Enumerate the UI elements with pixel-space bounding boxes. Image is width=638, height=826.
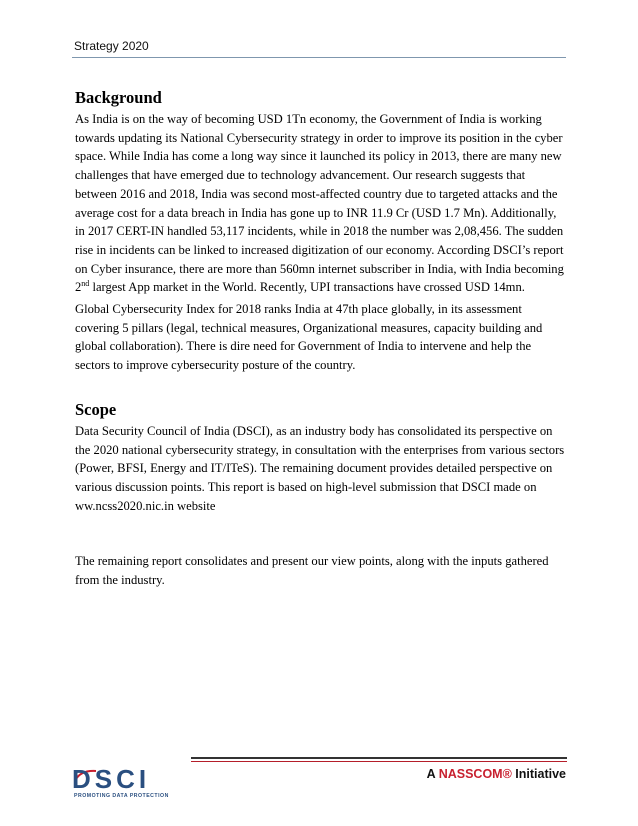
background-paragraph-2: Global Cybersecurity Index for 2018 ranks India at 47th place globally, in its assessment covering 5 pillars (legal, technical measures, Organizational measures, capacity building and global collaboration). There is dire need for Government of India to intervene and help the sectors to improve cybersecurity posture of the country. (75, 302, 543, 373)
logo-tagline: PROMOTING DATA PROTECTION (74, 793, 169, 799)
page-body (75, 88, 565, 590)
ordinal-superscript: nd (81, 279, 90, 289)
header-rule (72, 57, 566, 58)
closing-paragraph: The remaining report consolidates and present our view points, along with the inputs gathered from the industry. (75, 554, 549, 588)
logo-wordmark: DSCI (72, 764, 151, 794)
initiative-prefix: A (426, 767, 439, 781)
background-paragraph-1 (75, 110, 565, 297)
footer-rule-red (191, 761, 567, 762)
background-heading: Background (75, 88, 162, 107)
footer-rule-dark (191, 757, 567, 759)
scope-heading: Scope (75, 399, 117, 419)
initiative-suffix: Initiative (511, 767, 566, 781)
running-header: Strategy 2020 (74, 39, 149, 53)
background-p1-text: As India is on the way of becoming USD 1Tn economy, the Government of India is working towards updating its National Cybersecurity strategy in order to improve its position in the cyber space. While India has come a long way since it launched its policy in 2013, there are many new challenges that have emerged due to technology advancement. Our research suggests that between 2016 and 2018, India was second most-affected country due to targeted attacks and the average cost for a data breach in India has gone up to INR 11.9 Cr (USD 1.7 Mn). Additionally, in 2017 CERT-IN handled 53,117 incidents, while in 2018 the number was 2,08,456. The sudden rise in incidents can be linked to increased digitization of our economy. According DSCI’s report on Cyber insurance, there are more than 560mn internet subscriber in India, with India becoming 2 (75, 112, 564, 295)
nasscom-brand: NASSCOM® (438, 767, 512, 781)
background-p1-tail: largest App market in the World. Recently, UPI transactions have crossed USD 14mn. (89, 280, 525, 295)
nasscom-initiative-label (427, 767, 566, 781)
scope-paragraph: Data Security Council of India (DSCI), as an industry body has consolidated its perspective on the 2020 national cybersecurity strategy, in consultation with the enterprises from various sectors (Power, BFSI, Energy and IT/ITeS). The remaining document provides detailed perspective on various discussion points. This report is based on high-level submission that DSCI made on ww.ncss2020.nic.in website (75, 423, 565, 513)
dsci-logo (72, 765, 184, 801)
